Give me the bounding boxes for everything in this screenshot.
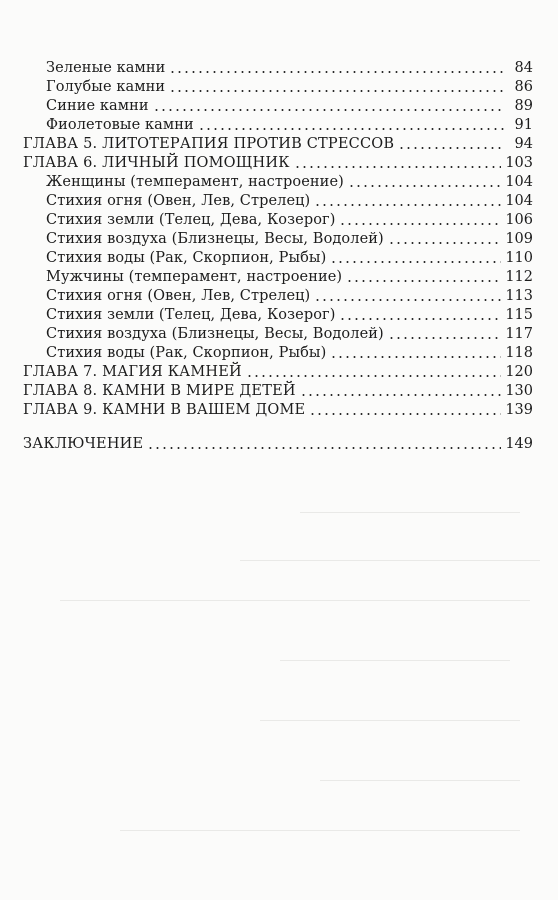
dot-leader bbox=[169, 90, 505, 92]
dot-leader bbox=[300, 394, 502, 396]
chapter-title: ГЛАВА 9. КАМНИ В ВАШЕМ ДОМЕ bbox=[23, 402, 306, 418]
dot-leader bbox=[388, 337, 502, 339]
chapter-title: ГЛАВА 6. ЛИЧНЫЙ ПОМОЩНИК bbox=[23, 155, 290, 171]
chapter-title: ГЛАВА 8. КАМНИ В МИРЕ ДЕТЕЙ bbox=[23, 383, 296, 399]
dot-leader bbox=[147, 447, 501, 449]
toc-entry bbox=[46, 248, 533, 268]
entry-title: Зеленые камни bbox=[46, 60, 166, 76]
dot-leader bbox=[246, 375, 501, 377]
dot-leader bbox=[348, 185, 501, 187]
toc-chapter bbox=[23, 381, 533, 401]
entry-title: Стихия земли (Телец, Дева, Козерог) bbox=[46, 212, 336, 228]
entry-page-number: 118 bbox=[505, 345, 533, 361]
toc-entry bbox=[46, 210, 533, 230]
entry-title: Фиолетовые камни bbox=[46, 117, 194, 133]
dot-leader bbox=[339, 318, 501, 320]
entry-title: Стихия земли (Телец, Дева, Козерог) bbox=[46, 307, 336, 323]
dot-leader bbox=[388, 242, 502, 244]
entry-page-number: 130 bbox=[505, 383, 533, 399]
toc-entry bbox=[46, 229, 533, 249]
entry-page-number: 112 bbox=[505, 269, 533, 285]
entry-page-number: 106 bbox=[505, 212, 533, 228]
dot-leader bbox=[398, 147, 505, 149]
entry-title: Женщины (темперамент, настроение) bbox=[46, 174, 344, 190]
entry-title: Стихия огня (Овен, Лев, Стрелец) bbox=[46, 288, 311, 304]
toc-entry bbox=[46, 191, 533, 211]
dot-leader bbox=[198, 128, 505, 130]
entry-title: Стихия воды (Рак, Скорпион, Рыбы) bbox=[46, 250, 327, 266]
chapter-title: ГЛАВА 7. МАГИЯ КАМНЕЙ bbox=[23, 364, 242, 380]
entry-page-number: 120 bbox=[505, 364, 533, 380]
toc-entry bbox=[46, 267, 533, 287]
entry-page-number: 94 bbox=[514, 136, 533, 152]
toc-entry bbox=[46, 96, 533, 116]
dot-leader bbox=[314, 204, 501, 206]
entry-page-number: 104 bbox=[505, 193, 533, 209]
dot-leader bbox=[169, 71, 505, 73]
entry-title: Мужчины (темперамент, настроение) bbox=[46, 269, 343, 285]
toc-entry bbox=[46, 343, 533, 363]
entry-page-number: 139 bbox=[505, 402, 533, 418]
entry-title: Стихия огня (Овен, Лев, Стрелец) bbox=[46, 193, 311, 209]
chapter-title: ЗАКЛЮЧЕНИЕ bbox=[23, 436, 144, 452]
toc-conclusion bbox=[23, 434, 533, 454]
dot-leader bbox=[314, 299, 501, 301]
entry-title: Синие камни bbox=[46, 98, 149, 114]
toc-entry bbox=[46, 58, 533, 78]
entry-page-number: 115 bbox=[505, 307, 533, 323]
toc-entry bbox=[46, 286, 533, 306]
entry-page-number: 113 bbox=[505, 288, 533, 304]
toc-entry bbox=[46, 305, 533, 325]
entry-page-number: 109 bbox=[505, 231, 533, 247]
dot-leader bbox=[153, 109, 505, 111]
entry-page-number: 104 bbox=[505, 174, 533, 190]
toc-entry bbox=[46, 172, 533, 192]
dot-leader bbox=[346, 280, 501, 282]
dot-leader bbox=[339, 223, 501, 225]
toc-chapter bbox=[23, 153, 533, 173]
toc-entry bbox=[46, 324, 533, 344]
toc-chapter bbox=[23, 362, 533, 382]
entry-page-number: 117 bbox=[505, 326, 533, 342]
entry-title: Стихия воздуха (Близнецы, Весы, Водолей) bbox=[46, 231, 384, 247]
toc-entry bbox=[46, 115, 533, 135]
dot-leader bbox=[330, 261, 501, 263]
toc-entry bbox=[46, 77, 533, 97]
toc-chapter bbox=[23, 400, 533, 420]
entry-page-number: 91 bbox=[514, 117, 533, 133]
dot-leader bbox=[309, 413, 501, 415]
toc-chapter bbox=[23, 134, 533, 154]
entry-page-number: 84 bbox=[514, 60, 533, 76]
dot-leader bbox=[294, 166, 502, 168]
entry-title: Стихия воды (Рак, Скорпион, Рыбы) bbox=[46, 345, 327, 361]
dot-leader bbox=[330, 356, 501, 358]
entry-page-number: 110 bbox=[505, 250, 533, 266]
entry-page-number: 103 bbox=[505, 155, 533, 171]
chapter-title: ГЛАВА 5. ЛИТОТЕРАПИЯ ПРОТИВ СТРЕССОВ bbox=[23, 136, 395, 152]
entry-page-number: 86 bbox=[514, 79, 533, 95]
entry-title: Голубые камни bbox=[46, 79, 166, 95]
entry-page-number: 89 bbox=[514, 98, 533, 114]
entry-title: Стихия воздуха (Близнецы, Весы, Водолей) bbox=[46, 326, 384, 342]
entry-page-number: 149 bbox=[505, 436, 533, 452]
